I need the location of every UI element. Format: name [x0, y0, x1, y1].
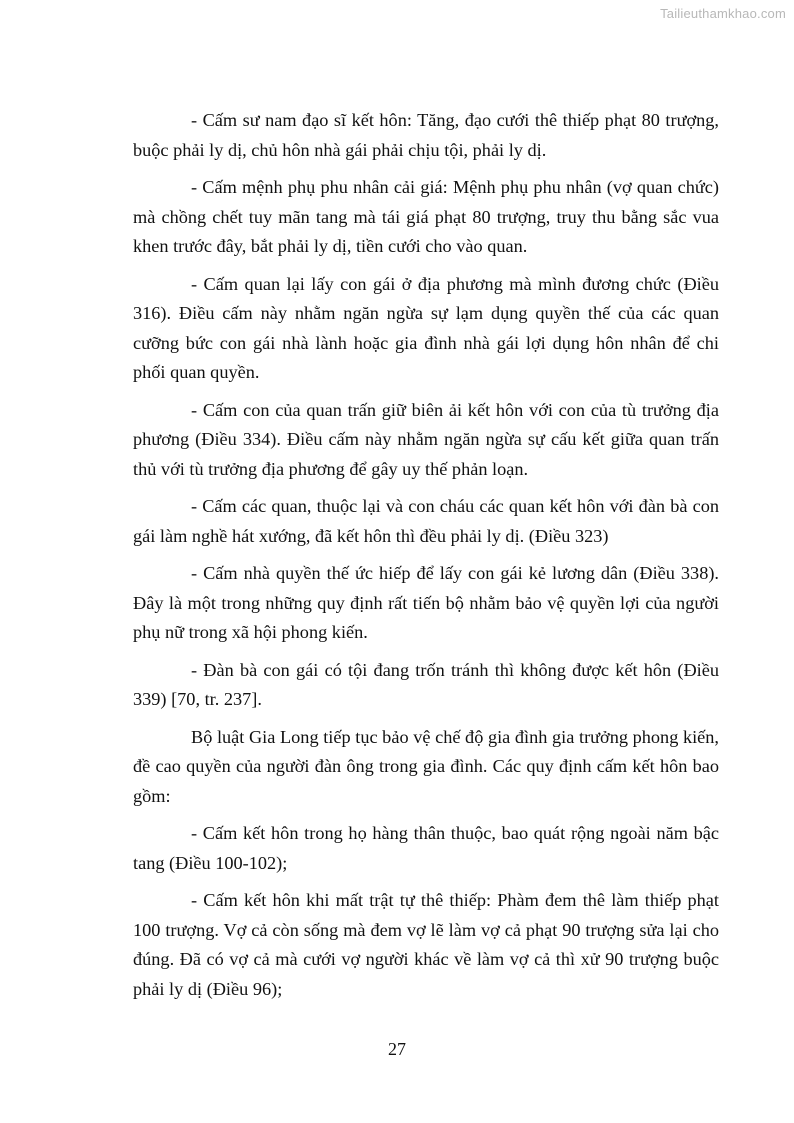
page-number: 27 — [388, 1039, 406, 1059]
paragraph-1: - Cấm sư nam đạo sĩ kết hôn: Tăng, đạo cưới thê thiếp phạt 80 trượng, buộc phải ly dị, chủ hôn nhà gái phải chịu tội, phải ly dị. — [133, 110, 719, 160]
document-body — [133, 106, 719, 1012]
paragraph-5: - Cấm các quan, thuộc lại và con cháu các quan kết hôn với đàn bà con gái làm nghề hát xướng, đã kết hôn thì đều phải ly dị. (Điều 323) — [133, 496, 719, 546]
paragraph-6: - Cấm nhà quyền thế ức hiếp để lấy con gái kẻ lương dân (Điều 338). Đây là một trong những quy định rất tiến bộ nhằm bảo vệ quyền lợi của người phụ nữ trong xã hội phong kiến. — [133, 563, 719, 642]
paragraph-9: - Cấm kết hôn trong họ hàng thân thuộc, bao quát rộng ngoài năm bậc tang (Điều 100-102); — [133, 823, 719, 873]
paragraph-4: - Cấm con của quan trấn giữ biên ải kết hôn với con của tù trưởng địa phương (Điều 334). Điều cấm này nhằm ngăn ngừa sự cấu kết giữa quan trấn thủ với tù trưởng địa phương để gây uy thế phản loạn. — [133, 399, 719, 479]
paragraph-2: - Cấm mệnh phụ phu nhân cải giá: Mệnh phụ phu nhân (vợ quan chức) mà chồng chết tuy mãn tang mà tái giá phạt 80 trượng, truy thu bằng sắc vua khen trước đây, bắt phải ly dị, tiền cưới cho vào quan. — [133, 177, 719, 256]
paragraph-8: Bộ luật Gia Long tiếp tục bảo vệ chế độ gia đình gia trưởng phong kiến, đề cao quyền của người đàn ông trong gia đình. Các quy định cấm kết hôn bao gồm: — [133, 726, 719, 806]
paragraph-7: - Đàn bà con gái có tội đang trốn tránh thì không được kết hôn (Điều 339) [70, tr. 237]. — [133, 659, 719, 709]
watermark: Tailieuthamkhao.com — [660, 6, 786, 21]
paragraph-10: - Cấm kết hôn khi mất trật tự thê thiếp: Phàm đem thê làm thiếp phạt 100 trượng. Vợ cả còn sống mà đem vợ lẽ làm vợ cả phạt 90 trượng sửa lại cho đúng. Đã có vợ cả mà cưới vợ người khác về làm vợ cả thì xử 90 trượng buộc phải ly dị (Điều 96); — [133, 890, 719, 999]
paragraph-3: - Cấm quan lại lấy con gái ở địa phương mà mình đương chức (Điều 316). Điều cấm này nhằm ngăn ngừa sự lạm dụng quyền thế của các quan cưỡng bức con gái nhà lành hoặc gia đình nhà gái lợi dụng hôn nhân để chi phối quan quyền. — [133, 273, 719, 382]
